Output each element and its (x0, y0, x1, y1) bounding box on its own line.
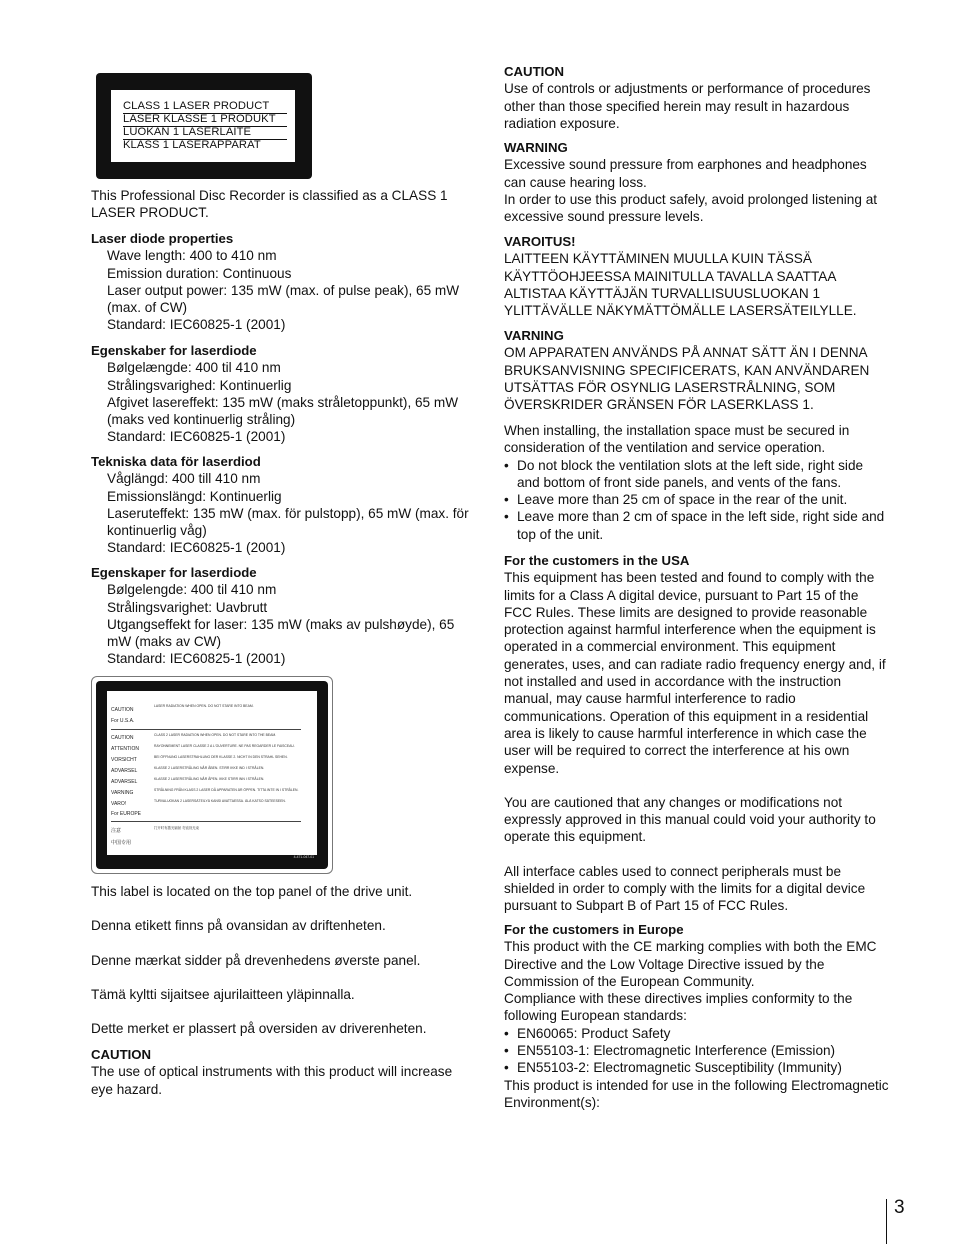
installation-section (504, 422, 889, 543)
spec-line: Standard: IEC60825-1 (2001) (107, 540, 286, 556)
label-value: CLASS 2 LASER RADIATION WHEN OPEN. DO NOT STARE INTO THE BEAM. (154, 733, 277, 737)
laser-diode-section (91, 230, 471, 334)
spec-line: Standard: IEC60825-1 (2001) (107, 651, 286, 667)
section-heading: VARNING (504, 328, 564, 343)
usa-paragraph: This equipment has been tested and found to comply with the limits for a Class A digital device, pursuant to Part 15 of the FCC Rules. These limits are designed to provide reasonable protection against harmful interference when the equipment is operated in a commercial environment. This equipment generates, uses, and can radiate radio frequency energy and, if not installed and used in accordance with the instruction manual, may cause harmful interference to radio communications. Operation of this equipment in a residential area is likely to cause harmful interference in which case the user will be required to correct the interference at his own expense. (504, 570, 886, 776)
laser-label-inner (111, 90, 295, 162)
usa-paragraph: You are cautioned that any changes or modifications not expressly approved in this manual could void your authority to operate this equipment. (504, 794, 876, 845)
norwegian-section (91, 564, 471, 668)
europe-paragraph: This product is intended for use in the following Electromagnetic Environment(s): (504, 1077, 889, 1110)
usa-paragraph: All interface cables used to connect peripherals must be shielded in order to comply with the limits for a digital device pursuant to Subpart B of Part 15 of FCC Rules. (504, 863, 866, 914)
label-value: LASER RADIATION WHEN OPEN. DO NOT STARE INTO BEAM. (154, 704, 254, 708)
spec-line: Strålingsvarighed: Kontinuerlig (107, 377, 292, 393)
laser-label-line: LUOKAN 1 LASERLAITE (123, 126, 287, 140)
spec-line: Strålingsvarighet: Uavbrutt (107, 599, 268, 615)
label-code: 4-471-047-01 (293, 854, 314, 859)
intro-text: This Professional Disc Recorder is classified as a CLASS 1 LASER PRODUCT. (91, 188, 448, 221)
varoitus-section (504, 233, 889, 319)
spec-line: Wave length: 400 to 410 nm (107, 248, 277, 264)
list-item: • Leave more than 25 cm of space in the rear of the unit. (504, 491, 889, 508)
europe-section (504, 921, 889, 1111)
label-key: VARNING (111, 790, 134, 796)
spec-line: Emission duration: Continuous (107, 265, 292, 281)
label-key: 注意 (111, 828, 122, 834)
standards-list (504, 1025, 889, 1077)
spec-line: Utgangseffekt for laser: 135 mW (maks av pulshøyde), 65 mW (maks av CW) (107, 616, 455, 650)
section-heading: Egenskaper for laserdiode (91, 565, 257, 580)
list-item: • Do not block the ventilation slots at the left side, right side and bottom of front side panels, and vents of the fans. (504, 457, 889, 492)
section-heading: WARNING (504, 140, 568, 155)
label-value: KLASSE 2 LASERSTRÅLING NÅR ÅBEN. STIRR IKKE IND I STRÅLEN. (154, 766, 265, 770)
caution-label-border (96, 681, 328, 869)
spec-line: Laseruteffekt: 135 mW (max. för pulstopp), 65 mW (max. för kontinuerlig våg) (107, 505, 469, 539)
list-item: • Leave more than 2 cm of space in the left side, right side and top of the unit. (504, 508, 889, 543)
swedish-section (91, 453, 471, 557)
label-value: RAYONNEMENT LASER CLASSE 2 A L'OUVERTURE. NE PAS REGARDER LE FAISCEAU. (154, 744, 295, 748)
spec-line: Afgivet lasereffekt: 135 mW (maks stråletoppunkt), 65 mW (maks ved kontinuerlig stråling) (107, 394, 459, 428)
section-heading: CAUTION (91, 1047, 152, 1062)
label-key: ATTENTION (111, 746, 139, 752)
label-note: Denna etikett finns på ovansidan av driftenheten. (91, 918, 386, 933)
label-rule (111, 729, 301, 730)
warning-text: Excessive sound pressure from earphones and headphones can cause hearing loss. (504, 157, 867, 190)
label-key: ADVARSEL (111, 768, 138, 774)
caution-text: Use of controls or adjustments or performance of procedures other than those specified herein may result in hazardous radiation exposure. (504, 81, 871, 131)
class1-laser-label (96, 73, 312, 179)
installation-text: When installing, the installation space must be secured in consideration of the ventilation and service operation. (504, 423, 850, 456)
warning-text: In order to use this product safely, avoid prolonged listening at excessive sound pressure levels. (504, 191, 878, 225)
page-number-rule (886, 1199, 887, 1244)
label-value: TURVALUOKAN 2 LASERSÄTEILYÄ KANSI AVATTAESSA. ÄLÄ KATSO SÄTEESEEN. (154, 799, 286, 803)
warning-section (504, 139, 889, 225)
varning-section (504, 327, 889, 413)
label-key: For EUROPE (111, 811, 142, 817)
spec-line: Bølgelengde: 400 til 410 nm (107, 582, 277, 598)
controls-caution-section (504, 63, 889, 132)
varning-text: OM APPARATEN ANVÄNDS PÅ ANNAT SÄTT ÄN I DENNA BRUKSANVISNING SPECIFICERATS, KAN ANVÄNDAREN UTSÄTTAS FÖR OSYNLIG LASERSTRÅLNING, SOM ÖVERSKRIDER GRÄNSEN FÖR LASERKLASS 1. (504, 345, 870, 413)
label-note: This label is located on the top panel of the drive unit. (91, 884, 413, 899)
varoitus-text: LAITTEEN KÄYTTÄMINEN MUULLA KUIN TÄSSÄ KÄYTTÖOHJEESSA MAINITULLA TAVALLA SAATTAA ALTISTAA KÄYTTÄJÄN TURVALLISUUSLUOKAN 1 YLITTÄVÄLLE NÄKYMÄTTÖMÄLLE LASERSÄTEILYLLE. (504, 251, 857, 319)
europe-paragraph: Compliance with these directives implies conformity to the following European standards: (504, 991, 853, 1024)
optical-caution-section (91, 1046, 471, 1098)
label-rule (111, 821, 301, 822)
spec-line: Emissionslängd: Kontinuerlig (107, 488, 282, 504)
label-note: Dette merket er plassert på oversiden av driverenheten. (91, 1021, 427, 1036)
label-key: 中国专用 (111, 840, 132, 846)
label-note: Tämä kyltti sijaitsee ajurilaitteen yläpinnalla. (91, 987, 355, 1002)
caution-text: The use of optical instruments with this product will increase eye hazard. (91, 1064, 453, 1097)
label-value: STRÅLNING FRÅN KLASS 2 LASER DÅ APPARATEN ÄR ÖPPEN. TITTA INTE IN I STRÅLEN. (154, 788, 299, 792)
laser-label-line: CLASS 1 LASER PRODUCT (123, 100, 287, 114)
spec-line: Standard: IEC60825-1 (2001) (107, 317, 286, 333)
label-value: KLASSE 2 LASERSTRÅLING NÅR ÅPEN. IKKE STIRR INN I STRÅLEN. (154, 777, 265, 781)
section-heading: VAROITUS! (504, 234, 576, 249)
spec-line: Våglängd: 400 till 410 nm (107, 471, 261, 487)
label-note: Denne mærkat sidder på drevenhedens øverste panel. (91, 953, 421, 968)
label-key: CAUTION (111, 707, 134, 713)
installation-list (504, 457, 889, 543)
page-number: 3 (894, 1197, 905, 1218)
list-item: • EN55103-1: Electromagnetic Interference (Emission) (504, 1042, 889, 1059)
label-key: VORSICHT (111, 757, 137, 763)
caution-label-image (91, 676, 333, 874)
section-heading: Tekniska data för laserdiod (91, 454, 261, 469)
label-value: 打开时有激光辐射 勿直视光束 (154, 826, 200, 830)
label-key: ADVARSEL (111, 779, 138, 785)
section-heading: For the customers in the USA (504, 553, 690, 568)
section-heading: For the customers in Europe (504, 922, 684, 937)
label-key: VARO! (111, 801, 127, 807)
label-key: CAUTION (111, 735, 134, 741)
laser-label-line: KLASS 1 LASERAPPARAT (123, 139, 261, 151)
usa-section (504, 552, 889, 915)
list-item: • EN55103-2: Electromagnetic Susceptibility (Immunity) (504, 1059, 889, 1076)
caution-label-body (107, 691, 317, 859)
section-heading: Egenskaber for laserdiode (91, 343, 257, 358)
spec-line: Standard: IEC60825-1 (2001) (107, 429, 286, 445)
spec-line: Laser output power: 135 mW (max. of pulse peak), 65 mW (max. of CW) (107, 282, 460, 316)
section-heading: CAUTION (504, 64, 565, 79)
section-heading: Laser diode properties (91, 231, 234, 246)
spec-line: Bølgelængde: 400 til 410 nm (107, 360, 281, 376)
label-key: For U.S.A. (111, 718, 135, 724)
list-item: • EN60065: Product Safety (504, 1025, 889, 1042)
label-value: BEI ÖFFNUNG LASERSTRAHLUNG DER KLASSE 2. NICHT IN DEN STRAHL SEHEN. (154, 755, 288, 759)
danish-section (91, 342, 471, 446)
laser-label-line: LASER KLASSE 1 PRODUKT (123, 113, 287, 127)
europe-paragraph: This product with the CE marking complies with both the EMC Directive and the Low Voltage Directive issued by the Commission of the European Community. (504, 939, 877, 989)
